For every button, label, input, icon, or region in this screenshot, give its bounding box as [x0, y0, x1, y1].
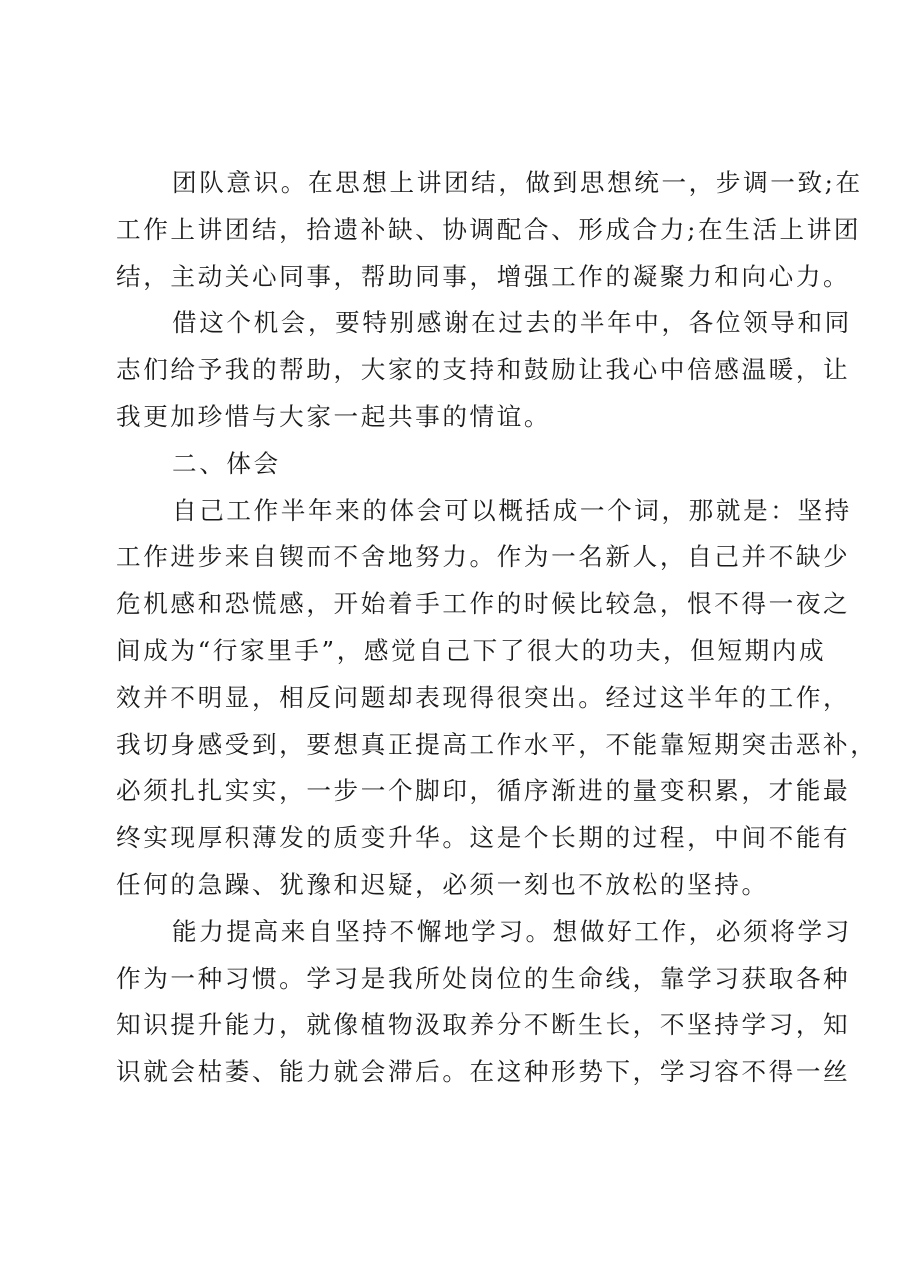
text-line: 工作进步来自锲而不舍地努力。作为一名新人，自己并不缺少	[116, 542, 851, 572]
text-line: 能力提高来自坚持不懈地学习。想做好工作，必须将学习	[172, 916, 852, 946]
body-text	[116, 160, 878, 1096]
text-line: 终实现厚积薄发的质变升华。这是个长期的过程，中间不能有	[116, 823, 851, 853]
text-line: 效并不明显，相反问题却表现得很突出。经过这半年的工作，	[116, 682, 851, 712]
text-line: 任何的急躁、犹豫和迟疑，必须一刻也不放松的坚持。	[116, 869, 769, 899]
text-line: 团队意识。在思想上讲团结，做到思想统一，步调一致;在	[172, 168, 863, 197]
section-heading: 二、体会	[172, 448, 281, 478]
text-line: 借这个机会，要特别感谢在过去的半年中，各位领导和同	[172, 308, 852, 338]
text-line: 自己工作半年来的体会可以概括成一个词，那就是：坚持	[172, 495, 852, 525]
text-line: 识就会枯萎、能力就会滞后。在这种形势下，学习容不得一丝	[116, 1057, 851, 1087]
text-line: 我切身感受到，要想真正提高工作水平，不能靠短期突击恶补，	[116, 729, 878, 759]
text-line: 知识提升能力，就像植物汲取养分不断生长，不坚持学习，知	[116, 1010, 851, 1040]
text-line: 间成为“行家里手”，感觉自己下了很大的功夫，但短期内成	[116, 635, 827, 665]
text-line: 危机感和恐慌感，开始着手工作的时候比较急，恨不得一夜之	[116, 589, 851, 619]
text-line: 必须扎扎实实，一步一个脚印，循序渐进的量变积累，才能最	[116, 776, 851, 806]
text-line: 结，主动关心同事，帮助同事，增强工作的凝聚力和向心力。	[116, 261, 851, 291]
text-line: 作为一种习惯。学习是我所处岗位的生命线，靠学习获取各种	[116, 963, 851, 993]
text-line: 我更加珍惜与大家一起共事的情谊。	[116, 401, 552, 431]
text-line: 志们给予我的帮助，大家的支持和鼓励让我心中倍感温暖，让	[116, 355, 851, 385]
text-line: 工作上讲团结，拾遗补缺、协调配合、形成合力;在生活上讲团	[116, 214, 862, 244]
